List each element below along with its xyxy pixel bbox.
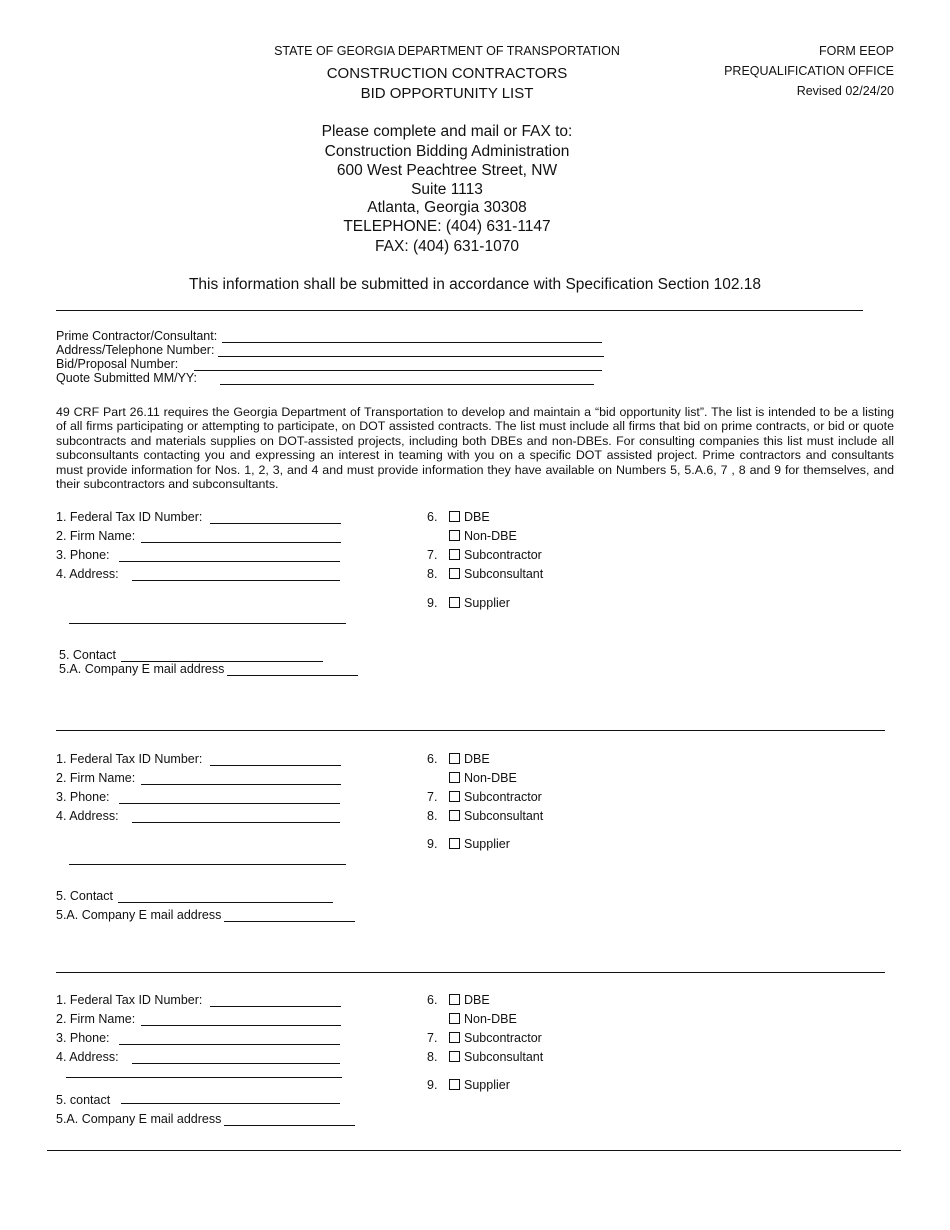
mail-recipient: Construction Bidding Administration (324, 143, 570, 160)
mail-telephone: TELEPHONE: (404) 631-1147 (343, 218, 551, 235)
tax-id-label: 1. Federal Tax ID Number: (56, 993, 203, 1007)
checkbox-icon (449, 511, 460, 522)
address-field-line2[interactable] (66, 1077, 342, 1078)
non-dbe-checkbox[interactable] (449, 1012, 517, 1026)
non-dbe-checkbox[interactable] (449, 771, 517, 785)
footer-rule (47, 1150, 901, 1151)
dbe-label: DBE (464, 993, 490, 1007)
email-field[interactable] (227, 675, 358, 676)
divider (56, 972, 885, 973)
supplier-checkbox[interactable] (449, 1078, 510, 1092)
mail-intro: Please complete and mail or FAX to: (321, 123, 573, 140)
address-telephone-field[interactable] (218, 356, 604, 357)
phone-label: 3. Phone: (56, 1031, 110, 1045)
firm-name-field[interactable] (141, 1025, 341, 1026)
firm-name-label: 2. Firm Name: (56, 771, 136, 785)
phone-field[interactable] (119, 561, 340, 562)
checkbox-icon (449, 838, 460, 849)
dbe-label: DBE (464, 752, 490, 766)
phone-label: 3. Phone: (56, 548, 110, 562)
contact-field[interactable] (121, 1103, 340, 1104)
address-label: 4. Address: (56, 1050, 119, 1064)
tax-id-label: 1. Federal Tax ID Number: (56, 510, 203, 524)
email-field[interactable] (224, 921, 355, 922)
address-field[interactable] (132, 580, 340, 581)
instructions-paragraph: 49 CRF Part 26.11 requires the Georgia Department of Transportation to develop and maintain a “bid opportunity list”. The list is intended to be a listing of all firms participating or attempting to participate, on DOT assisted contracts. The list must include all firms that bid on prime contracts, or bid or quote subcontracts and materials supplies on DOT-assisted projects, including both DBEs and non-DBEs. For consulting companies this list must include all subconsultants contacting you and expressing an interest in teaming with you on a specific DOT assisted project. Prime contractors and consultants must provide information for Nos. 1, 2, 3, and 4 and must provide information they have available on Numbers 5, 5.A.6, 7 , 8 and 9 for themselves, and their subcontractors and subconsultants. (56, 405, 894, 492)
address-telephone-label: Address/Telephone Number: (56, 343, 215, 357)
address-field-line2[interactable] (69, 864, 346, 865)
mail-city: Atlanta, Georgia 30308 (367, 199, 527, 216)
submission-note: This information shall be submitted in accordance with Specification Section 102.18 (188, 276, 762, 293)
checkbox-icon (449, 1079, 460, 1090)
firm-name-label: 2. Firm Name: (56, 529, 136, 543)
checkbox-icon (449, 994, 460, 1005)
item-8-number: 8. (427, 567, 438, 581)
bid-proposal-field[interactable] (194, 370, 602, 371)
address-label: 4. Address: (56, 809, 119, 823)
non-dbe-label: Non-DBE (464, 771, 517, 785)
bid-proposal-label: Bid/Proposal Number: (56, 357, 179, 371)
office-name: PREQUALIFICATION OFFICE (724, 64, 894, 78)
supplier-label: Supplier (464, 837, 510, 851)
contact-label: 5. contact (56, 1093, 111, 1107)
item-7-number: 7. (427, 548, 438, 562)
item-7-number: 7. (427, 1031, 438, 1045)
email-label: 5.A. Company E mail address (56, 1112, 222, 1126)
tax-id-label: 1. Federal Tax ID Number: (56, 752, 203, 766)
checkbox-icon (449, 772, 460, 783)
quote-submitted-field[interactable] (220, 384, 594, 385)
mail-street: 600 West Peachtree Street, NW (336, 162, 558, 179)
item-9-number: 9. (427, 837, 438, 851)
item-8-number: 8. (427, 1050, 438, 1064)
supplier-label: Supplier (464, 1078, 510, 1092)
subcontractor-checkbox[interactable] (449, 548, 542, 562)
tax-id-field[interactable] (210, 523, 341, 524)
non-dbe-label: Non-DBE (464, 529, 517, 543)
subconsultant-label: Subconsultant (464, 1050, 544, 1064)
form-title-line2: BID OPPORTUNITY LIST (360, 85, 534, 102)
divider (56, 310, 863, 311)
dbe-checkbox[interactable] (449, 752, 490, 766)
address-label: 4. Address: (56, 567, 119, 581)
supplier-label: Supplier (464, 596, 510, 610)
checkbox-icon (449, 597, 460, 608)
contact-label: 5. Contact (56, 889, 113, 903)
subcontractor-label: Subcontractor (464, 790, 542, 804)
prime-contractor-field[interactable] (222, 342, 602, 343)
non-dbe-label: Non-DBE (464, 1012, 517, 1026)
revised-date: Revised 02/24/20 (796, 84, 894, 98)
firm-name-field[interactable] (141, 542, 341, 543)
subconsultant-checkbox[interactable] (449, 567, 543, 581)
divider (56, 730, 885, 731)
checkbox-icon (449, 1013, 460, 1024)
contact-field[interactable] (118, 902, 333, 903)
prime-contractor-label: Prime Contractor/Consultant: (56, 329, 218, 343)
subconsultant-checkbox[interactable] (449, 809, 543, 823)
item-9-number: 9. (427, 596, 438, 610)
item-9-number: 9. (427, 1078, 438, 1092)
contact-label: 5. Contact (59, 648, 116, 662)
mail-fax: FAX: (404) 631-1070 (375, 238, 519, 255)
supplier-checkbox[interactable] (449, 596, 510, 610)
form-id: FORM EEOP (818, 44, 894, 58)
firm-name-field[interactable] (141, 784, 341, 785)
subcontractor-checkbox[interactable] (449, 790, 542, 804)
phone-label: 3. Phone: (56, 790, 110, 804)
checkbox-icon (449, 810, 460, 821)
subcontractor-checkbox[interactable] (449, 1031, 542, 1045)
email-label: 5.A. Company E mail address (56, 908, 222, 922)
firm-name-label: 2. Firm Name: (56, 1012, 136, 1026)
checkbox-icon (449, 549, 460, 560)
item-7-number: 7. (427, 790, 438, 804)
dbe-label: DBE (464, 510, 490, 524)
subconsultant-checkbox[interactable] (449, 1050, 543, 1064)
subconsultant-label: Subconsultant (464, 809, 544, 823)
email-label: 5.A. Company E mail address (59, 662, 225, 676)
subcontractor-label: Subcontractor (464, 548, 542, 562)
supplier-checkbox[interactable] (449, 837, 510, 851)
agency-name: STATE OF GEORGIA DEPARTMENT OF TRANSPORTATION (274, 44, 620, 58)
subcontractor-label: Subcontractor (464, 1031, 542, 1045)
non-dbe-checkbox[interactable] (449, 529, 517, 543)
address-field[interactable] (132, 822, 340, 823)
phone-field[interactable] (119, 803, 340, 804)
tax-id-field[interactable] (210, 1006, 341, 1007)
checkbox-icon (449, 1032, 460, 1043)
item-6-number: 6. (427, 752, 438, 766)
email-field[interactable] (224, 1125, 355, 1126)
checkbox-icon (449, 530, 460, 541)
checkbox-icon (449, 1051, 460, 1062)
checkbox-icon (449, 568, 460, 579)
item-8-number: 8. (427, 809, 438, 823)
address-field-line2[interactable] (69, 623, 346, 624)
checkbox-icon (449, 791, 460, 802)
form-title-line1: CONSTRUCTION CONTRACTORS (326, 65, 568, 82)
phone-field[interactable] (119, 1044, 340, 1045)
quote-submitted-label: Quote Submitted MM/YY: (56, 371, 198, 385)
checkbox-icon (449, 753, 460, 764)
mail-suite: Suite 1113 (411, 181, 483, 198)
tax-id-field[interactable] (210, 765, 341, 766)
dbe-checkbox[interactable] (449, 993, 490, 1007)
address-field[interactable] (132, 1063, 340, 1064)
dbe-checkbox[interactable] (449, 510, 490, 524)
subconsultant-label: Subconsultant (464, 567, 544, 581)
item-6-number: 6. (427, 993, 438, 1007)
item-6-number: 6. (427, 510, 438, 524)
